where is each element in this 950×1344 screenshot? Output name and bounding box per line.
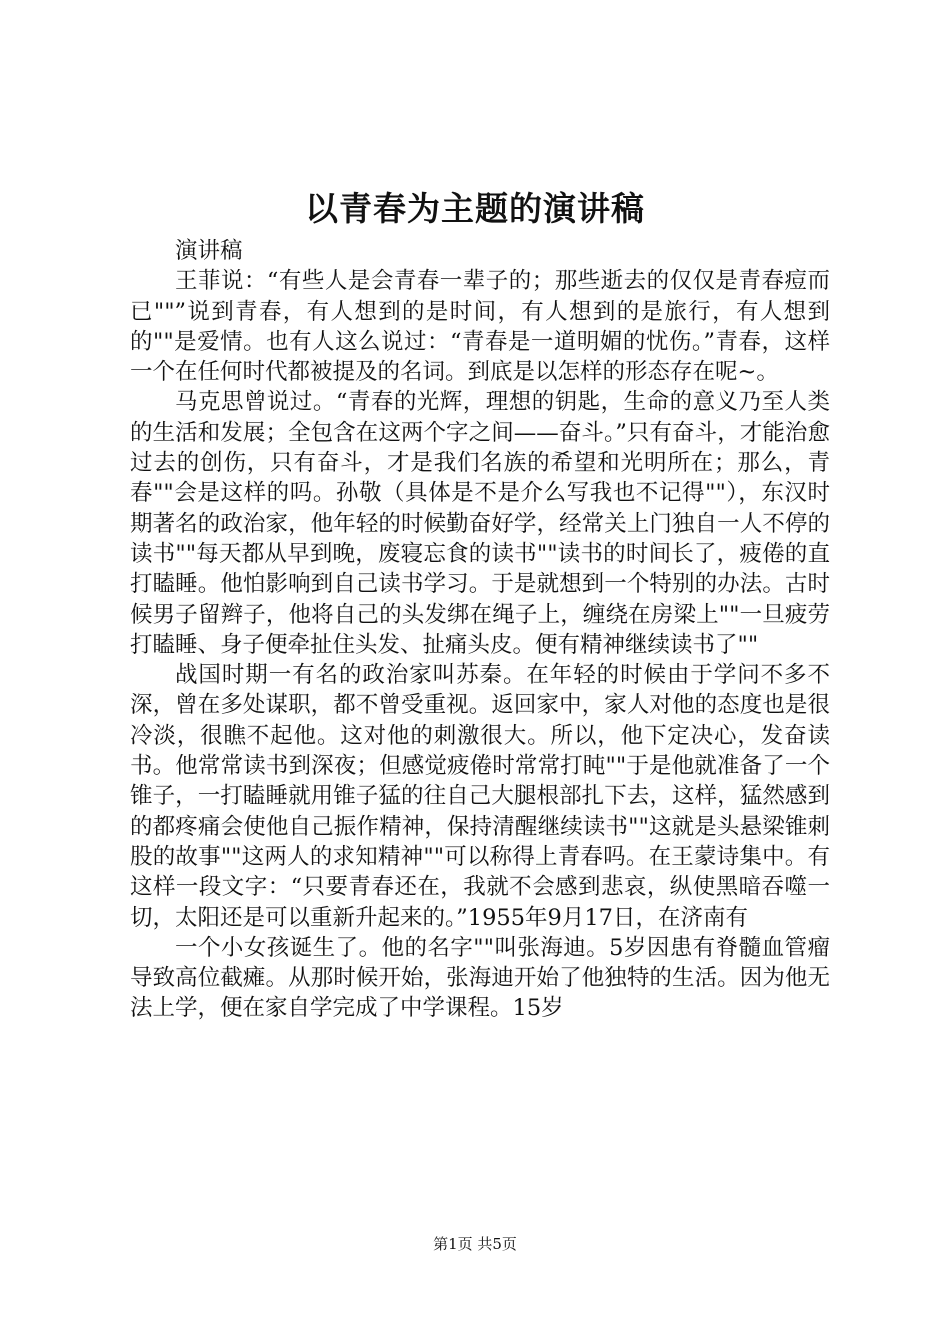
paragraph: 马克思曾说过。“青春的光辉，理想的钥匙，生命的意义乃至人类的生活和发展；全包含在这两个字之间——奋斗。”只有奋斗，才能治愈过去的创伤，只有奋斗，才是我们名族的希望和光明所在；那么，青春""会是这样的吗。孙敬（具体是不是介么写我也不记得""），东汉时期著名的政治家，他年轻的时候勤奋好学，经常关上门独自一人不停的读书""每天都从早到晚，废寝忘食的读书""读书的时间长了，疲倦的直打瞌睡。他怕影响到自己读书学习。于是就想到一个特别的办法。古时候男子留辫子，他将自己的头发绑在绳子上，缠绕在房梁上""一旦疲劳打瞌睡、身子便牵扯住头发、扯痛头皮。便有精神继续读书了"" — [130, 389, 830, 658]
paragraph: 一个小女孩诞生了。他的名字""叫张海迪。5岁因患有脊髓血管瘤导致高位截瘫。从那时候开始，张海迪开始了他独特的生活。因为他无法上学，便在家自学完成了中学课程。15岁 — [130, 934, 830, 1022]
paragraph: 演讲稿 — [175, 238, 243, 264]
document-title: 以青春为主题的演讲稿 — [305, 189, 645, 228]
paragraph: 战国时期一有名的政治家叫苏秦。在年轻的时候由于学问不多不深，曾在多处谋职，都不曾受重视。返回家中，家人对他的态度也是很冷淡，很瞧不起他。这对他的刺激很大。所以，他下定决心，发奋读书。他常常读书到深夜；但感觉疲倦时常常打盹""于是他就准备了一个锥子，一打瞌睡就用锥子猛的往自己大腿根部扎下去，这样，猛然感到的都疼痛会使他自己振作精神，保持清醒继续读书""这就是头悬梁锥刺股的故事""这两人的求知精神""可以称得上青春吗。在王蒙诗集中。有这样一段文字：“只要青春还在，我就不会感到悲哀，纵使黑暗吞噬一切，太阳还是可以重新升起来的。”1955年9月17日，在济南有 — [130, 662, 830, 931]
paragraph: 王菲说：“有些人是会青春一辈子的；那些逝去的仅仅是青春痘而已""”说到青春，有人想到的是时间，有人想到的是旅行，有人想到的""是爱情。也有人这么说过：“青春是一道明媚的忧伤。”青春，这样一个在任何时代都被提及的名词。到底是以怎样的形态存在呢~。 — [130, 268, 830, 386]
document-body — [130, 236, 830, 1024]
page-number-footer: 第1页 共5页 — [433, 1235, 517, 1253]
